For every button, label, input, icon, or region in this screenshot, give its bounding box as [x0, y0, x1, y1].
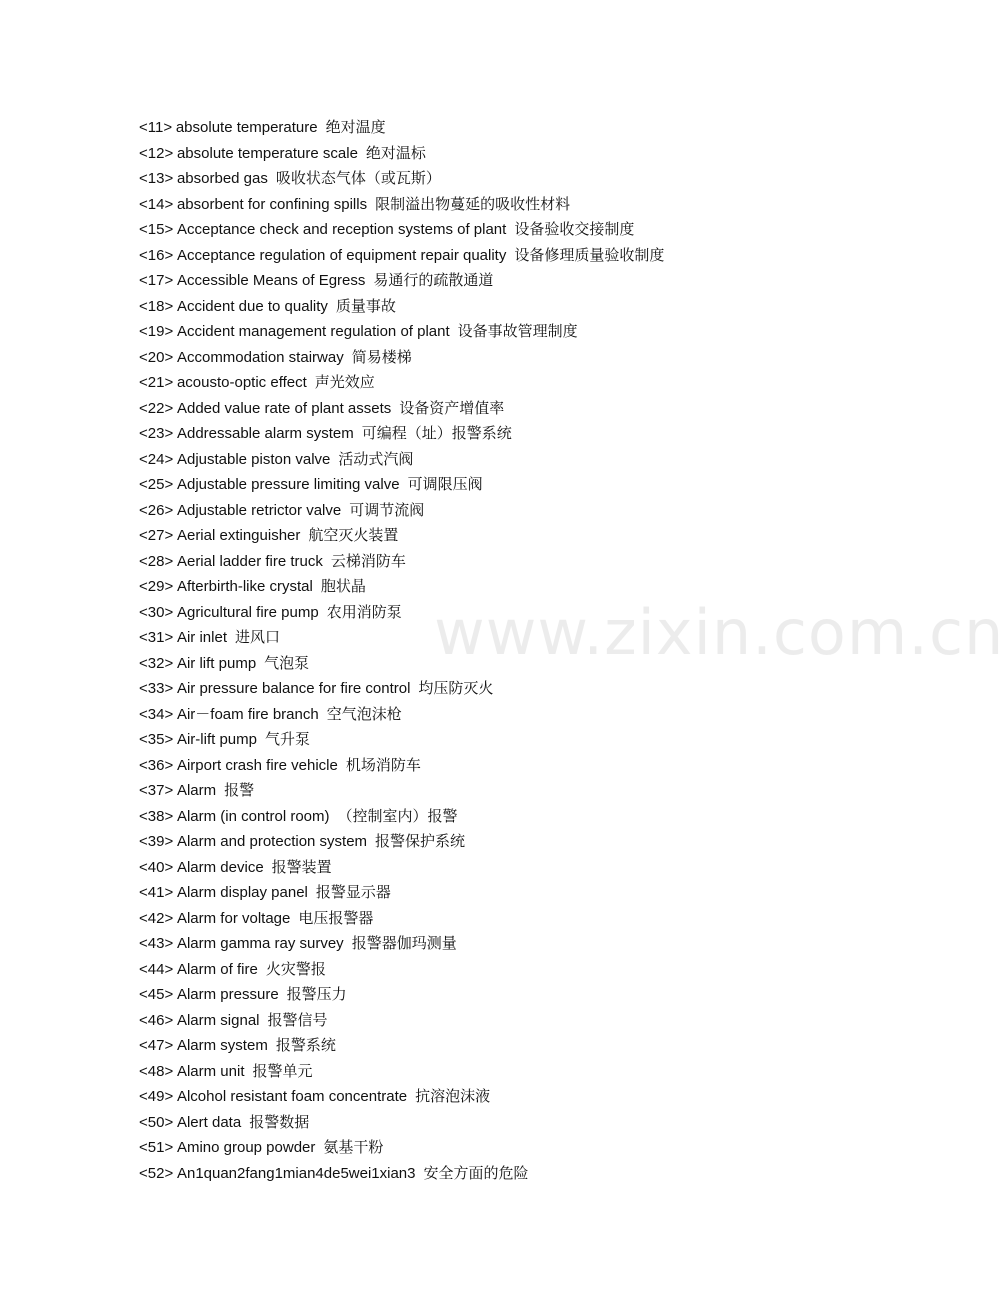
entry-chinese-term: 设备修理质量验收制度 [514, 245, 665, 264]
entry-number: <47> [139, 1037, 174, 1054]
glossary-entry [139, 217, 664, 243]
entry-number: <19> [139, 323, 174, 340]
entry-chinese-term: 报警保护系统 [375, 832, 466, 850]
entry-english-term: Alcohol resistant foam concentrate [176, 1088, 408, 1105]
entry-chinese-term: 报警显示器 [315, 883, 391, 901]
glossary-entry [139, 753, 664, 779]
entry-number: <36> [139, 756, 174, 774]
glossary-entry [139, 472, 664, 498]
entry-chinese-term: 气升泵 [265, 730, 311, 748]
entry-chinese-term: 电压报警器 [298, 908, 374, 927]
entry-chinese-term: 报警装置 [271, 857, 332, 876]
entry-number: <45> [139, 986, 174, 1003]
entry-english-term: Alarm gamma ray survey [176, 935, 344, 952]
entry-number: <14> [139, 195, 174, 213]
glossary-entry [139, 319, 664, 345]
entry-english-term: Air lift pump [176, 654, 257, 672]
glossary-entry [139, 294, 664, 320]
glossary-entry [139, 625, 664, 651]
entry-english-term: Alarm device [176, 858, 264, 876]
entry-number: <52> [139, 1164, 174, 1182]
glossary-entry [139, 166, 664, 192]
entry-number: <39> [139, 833, 174, 850]
entry-number: <48> [139, 1062, 174, 1080]
entry-chinese-term: 抗溶泡沫液 [415, 1087, 491, 1105]
entry-chinese-term: （控制室内）报警 [337, 806, 458, 825]
entry-chinese-term: 报警压力 [286, 985, 347, 1003]
glossary-entry [139, 931, 664, 957]
entry-number: <11> [139, 119, 173, 136]
entry-number: <20> [139, 348, 174, 366]
entry-number: <41> [139, 884, 174, 901]
glossary-entry [139, 804, 664, 830]
glossary-entry [139, 370, 664, 396]
entry-chinese-term: 氨基干粉 [323, 1138, 384, 1156]
glossary-entry [139, 243, 664, 269]
entry-number: <22> [139, 399, 174, 417]
entry-chinese-term: 机场消防车 [345, 755, 421, 774]
entry-english-term: Acceptance check and reception systems of plant [176, 221, 507, 238]
entry-number: <24> [139, 450, 174, 468]
entry-number: <15> [139, 221, 174, 238]
entry-chinese-term: 绝对温度 [325, 118, 386, 136]
glossary-entry [139, 957, 664, 983]
glossary-entry [139, 523, 664, 549]
entry-chinese-term: 设备资产增值率 [399, 398, 505, 417]
entry-number: <42> [139, 909, 174, 927]
entry-chinese-term: 农用消防泵 [326, 602, 402, 621]
entry-number: <44> [139, 960, 174, 978]
glossary-entry [139, 829, 664, 855]
glossary-entry [139, 421, 664, 447]
entry-number: <46> [139, 1011, 174, 1029]
glossary-entry [139, 855, 664, 881]
entry-number: <29> [139, 578, 174, 595]
entry-chinese-term: 简易楼梯 [351, 347, 412, 366]
glossary-entry [139, 1110, 664, 1136]
entry-chinese-term: 易通行的疏散通道 [373, 271, 494, 289]
glossary-entry [139, 600, 664, 626]
glossary-entry [139, 702, 664, 728]
entry-chinese-term: 胞状晶 [320, 577, 366, 595]
entry-english-term: Agricultural fire pump [176, 603, 319, 621]
entry-number: <25> [139, 476, 174, 493]
entry-number: <40> [139, 858, 174, 876]
entry-english-term: absolute temperature [175, 119, 318, 136]
entry-english-term: Acceptance regulation of equipment repair quality [176, 246, 507, 264]
entry-english-term: Alarm of fire [176, 960, 258, 978]
glossary-entry [139, 1084, 664, 1110]
entry-chinese-term: 可调限压阀 [407, 475, 483, 493]
entry-english-term: Air-lift pump [176, 731, 257, 748]
entry-english-term: Alarm for voltage [176, 909, 291, 927]
entry-chinese-term: 空气泡沫枪 [326, 704, 402, 723]
entry-english-term: Alarm signal [176, 1011, 260, 1029]
entry-number: <12> [139, 144, 174, 162]
entry-number: <51> [139, 1139, 174, 1156]
glossary-entry [139, 141, 664, 167]
entry-chinese-term: 安全方面的危险 [423, 1163, 529, 1182]
glossary-entry [139, 982, 664, 1008]
glossary-entry [139, 268, 664, 294]
entry-chinese-term: 声光效应 [314, 373, 375, 391]
watermark: www.zixin.com.cn [434, 596, 1004, 669]
entry-english-term: Added value rate of plant assets [176, 399, 392, 417]
entry-english-term: Alarm pressure [176, 986, 279, 1003]
entry-english-term: Addressable alarm system [176, 425, 354, 442]
entry-number: <17> [139, 272, 174, 289]
entry-english-term: Airport crash fire vehicle [176, 756, 338, 774]
glossary-entry [139, 727, 664, 753]
entry-chinese-term: 报警器伽玛测量 [351, 934, 457, 952]
entry-chinese-term: 报警信号 [267, 1010, 328, 1029]
entry-number: <32> [139, 654, 174, 672]
entry-chinese-term: 绝对温标 [365, 143, 426, 162]
entry-number: <30> [139, 603, 174, 621]
glossary-entry [139, 447, 664, 473]
glossary-entry [139, 549, 664, 575]
entry-number: <37> [139, 782, 174, 799]
entry-number: <16> [139, 246, 174, 264]
entry-number: <50> [139, 1113, 174, 1131]
entry-english-term: Air inlet [176, 629, 227, 646]
entry-chinese-term: 进风口 [235, 628, 281, 646]
entry-chinese-term: 报警单元 [252, 1061, 313, 1080]
entry-english-term: Air－foam fire branch [176, 705, 319, 723]
entry-english-term: Alert data [176, 1113, 242, 1131]
entry-english-term: Alarm system [176, 1037, 268, 1054]
entry-chinese-term: 火灾警报 [265, 959, 326, 978]
glossary-list [139, 115, 664, 1186]
entry-chinese-term: 活动式汽阀 [338, 449, 414, 468]
entry-chinese-term: 设备验收交接制度 [514, 220, 635, 238]
glossary-entry [139, 574, 664, 600]
entry-number: <49> [139, 1088, 174, 1105]
entry-number: <23> [139, 425, 174, 442]
entry-number: <31> [139, 629, 174, 646]
entry-chinese-term: 可编程（址）报警系统 [361, 424, 512, 442]
entry-chinese-term: 可调节流阀 [349, 500, 425, 519]
glossary-entry [139, 396, 664, 422]
entry-chinese-term: 报警数据 [249, 1112, 310, 1131]
entry-english-term: Accessible Means of Egress [176, 272, 366, 289]
glossary-entry [139, 1008, 664, 1034]
entry-number: <18> [139, 297, 174, 315]
glossary-entry [139, 906, 664, 932]
entry-english-term: Adjustable piston valve [176, 450, 331, 468]
entry-english-term: An1quan2fang1mian4de5wei1xian3 [176, 1164, 416, 1182]
entry-english-term: Alarm unit [176, 1062, 245, 1080]
glossary-entry [139, 676, 664, 702]
entry-number: <26> [139, 501, 174, 519]
entry-chinese-term: 设备事故管理制度 [457, 322, 578, 340]
glossary-entry [139, 498, 664, 524]
entry-chinese-term: 限制溢出物蔓延的吸收性材料 [375, 194, 571, 213]
entry-chinese-term: 报警 [224, 781, 255, 799]
entry-english-term: absorbed gas [176, 170, 268, 187]
glossary-entry [139, 192, 664, 218]
entry-english-term: Accident management regulation of plant [176, 323, 450, 340]
entry-number: <21> [139, 374, 174, 391]
entry-number: <33> [139, 680, 174, 697]
entry-english-term: Aerial extinguisher [176, 527, 301, 544]
entry-number: <27> [139, 527, 174, 544]
entry-english-term: Alarm [176, 782, 217, 799]
glossary-entry [139, 115, 664, 141]
entry-english-term: Alarm (in control room) [176, 807, 330, 825]
entry-english-term: Aerial ladder fire truck [176, 552, 323, 570]
glossary-entry [139, 345, 664, 371]
glossary-entry [139, 651, 664, 677]
entry-english-term: Adjustable pressure limiting valve [176, 476, 400, 493]
entry-number: <38> [139, 807, 174, 825]
entry-english-term: Alarm and protection system [176, 833, 368, 850]
entry-english-term: Amino group powder [176, 1139, 316, 1156]
entry-english-term: Air pressure balance for fire control [176, 680, 411, 697]
glossary-entry [139, 1161, 664, 1187]
entry-english-term: acousto-optic effect [176, 374, 307, 391]
entry-english-term: Accident due to quality [176, 297, 328, 315]
entry-chinese-term: 吸收状态气体（或瓦斯） [275, 169, 441, 187]
entry-english-term: absorbent for confining spills [176, 195, 368, 213]
entry-chinese-term: 气泡泵 [264, 653, 310, 672]
entry-english-term: absolute temperature scale [176, 144, 358, 162]
entry-english-term: Afterbirth-like crystal [176, 578, 313, 595]
entry-english-term: Adjustable retrictor valve [176, 501, 342, 519]
entry-number: <43> [139, 935, 174, 952]
entry-number: <35> [139, 731, 174, 748]
entry-chinese-term: 云梯消防车 [330, 551, 406, 570]
entry-chinese-term: 均压防灭火 [418, 679, 494, 697]
entry-number: <34> [139, 705, 174, 723]
entry-english-term: Accommodation stairway [176, 348, 344, 366]
entry-chinese-term: 航空灭火装置 [308, 526, 399, 544]
entry-number: <13> [139, 170, 174, 187]
glossary-entry [139, 1135, 664, 1161]
glossary-entry [139, 1033, 664, 1059]
glossary-entry [139, 1059, 664, 1085]
entry-english-term: Alarm display panel [176, 884, 308, 901]
entry-chinese-term: 报警系统 [275, 1036, 336, 1054]
glossary-entry [139, 778, 664, 804]
glossary-entry [139, 880, 664, 906]
entry-number: <28> [139, 552, 174, 570]
entry-chinese-term: 质量事故 [335, 296, 396, 315]
